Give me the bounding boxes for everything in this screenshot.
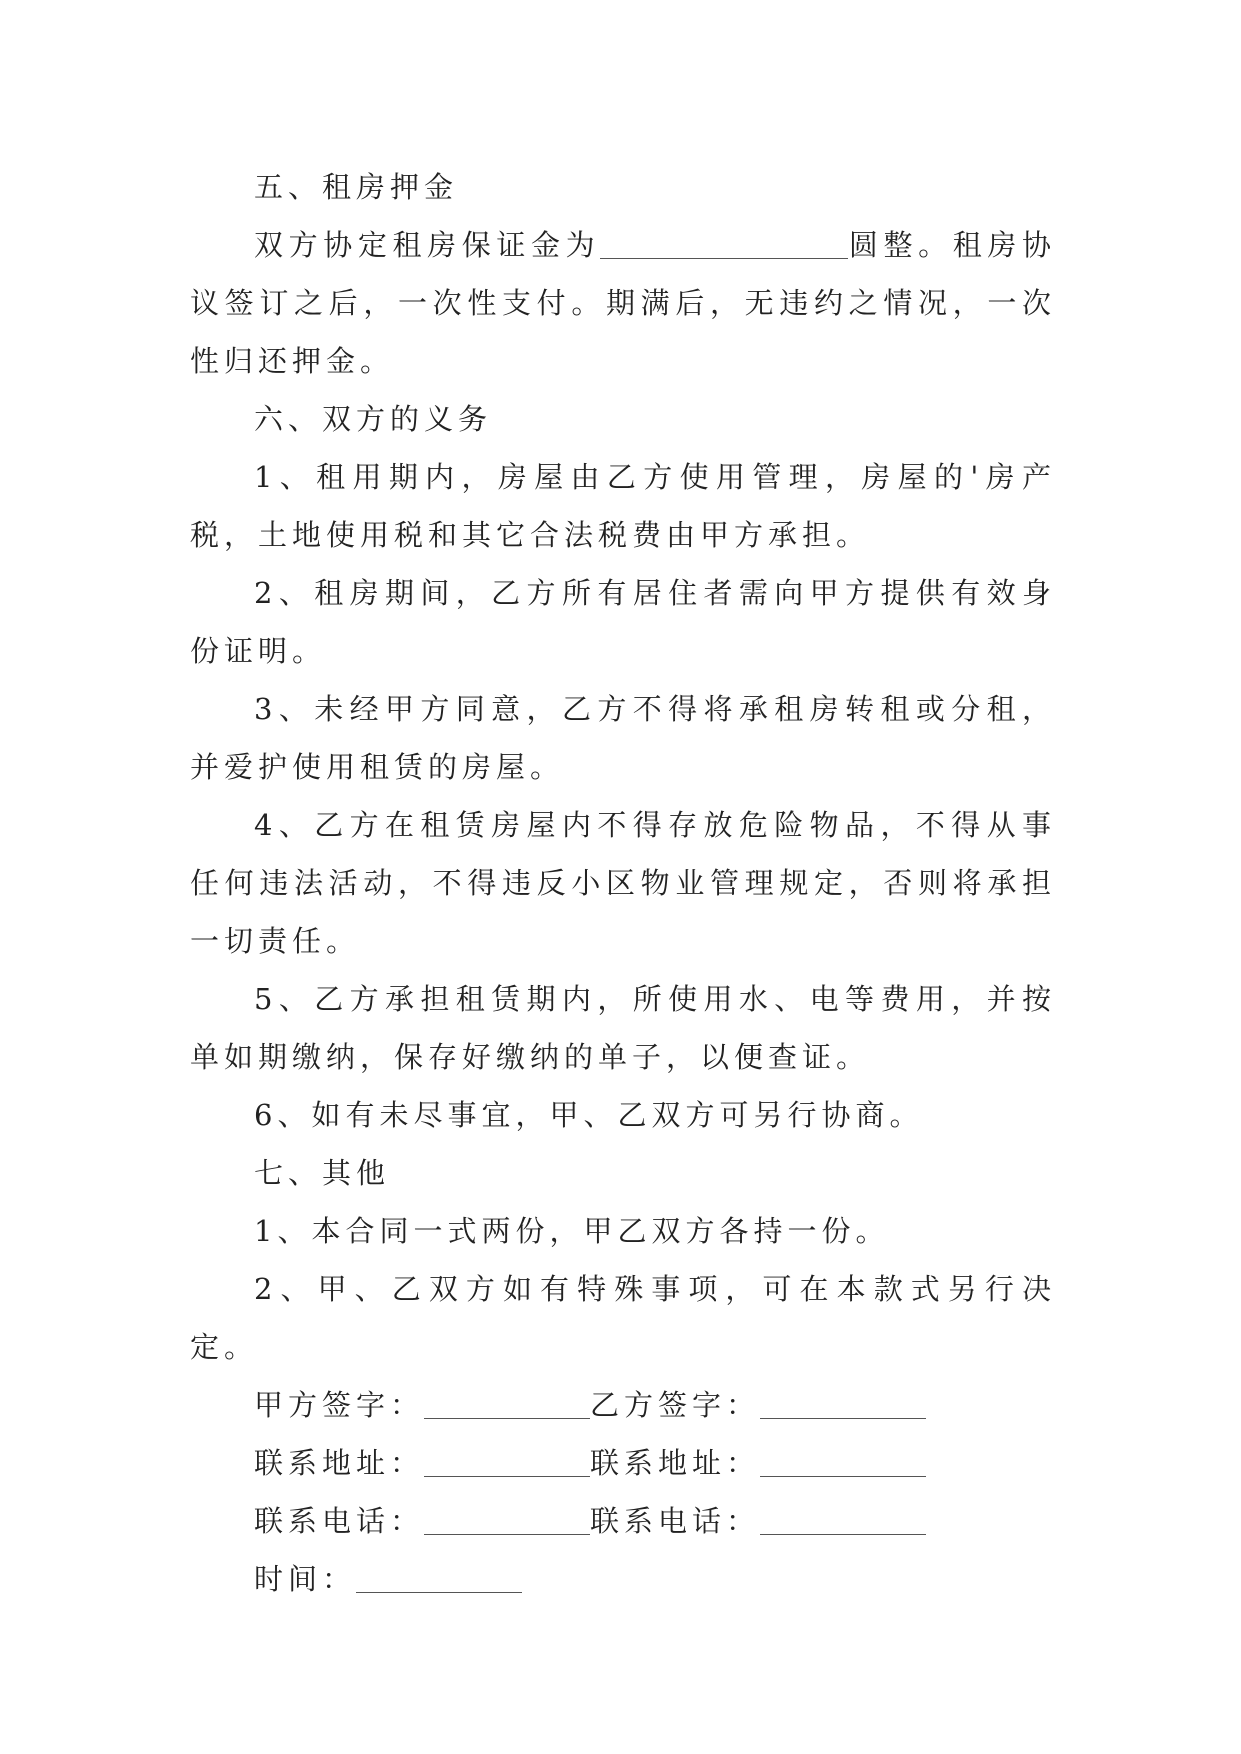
phone-row (190, 1492, 1056, 1550)
duty-item-1: 1、租用期内，房屋由乙方使用管理，房屋的'房产税，土地使用税和其它合法税费由甲方承担。 (190, 460, 1056, 552)
duty-item-2: 2、租房期间，乙方所有居住者需向甲方提供有效身份证明。 (190, 576, 1056, 668)
signature-row (190, 1376, 1056, 1434)
party-b-phone-label: 联系电话： (590, 1504, 761, 1538)
date-label: 时间： (254, 1562, 357, 1596)
other-item-2: 2、甲、乙双方如有特殊事项，可在本款式另行决定。 (190, 1272, 1056, 1364)
other-item-1: 1、本合同一式两份，甲乙双方各持一份。 (254, 1214, 890, 1248)
deposit-amount-blank (600, 228, 848, 259)
duties-heading: 六、双方的义务 (254, 402, 493, 436)
document-page (190, 158, 1056, 1608)
party-a-phone-blank (424, 1504, 590, 1535)
party-a-address-label: 联系地址： (254, 1446, 425, 1480)
party-a-address-blank (424, 1446, 590, 1477)
duty-item-3: 3、未经甲方同意，乙方不得将承租房转租或分租，并爱护使用租赁的房屋。 (190, 692, 1056, 784)
deposit-paragraph (190, 216, 1056, 390)
party-b-sign-label: 乙方签字： (590, 1388, 761, 1422)
date-blank (356, 1562, 522, 1593)
duty-item-5: 5、乙方承担租赁期内，所使用水、电等费用，并按单如期缴纳，保存好缴纳的单子，以便查证。 (190, 982, 1056, 1074)
other-heading: 七、其他 (254, 1156, 391, 1190)
party-a-sign-blank (424, 1388, 590, 1419)
deposit-text-after: 圆整。租房协议签订之后，一次性支付。期满后，无违约之情况，一次性归还押金。 (190, 228, 1056, 378)
deposit-heading: 五、租房押金 (254, 170, 459, 204)
date-row (190, 1550, 1056, 1608)
duty-item-4: 4、乙方在租赁房屋内不得存放危险物品，不得从事任何违法活动，不得违反小区物业管理规定，否则将承担一切责任。 (190, 808, 1056, 958)
party-b-address-blank (760, 1446, 926, 1477)
party-b-phone-blank (760, 1504, 926, 1535)
party-a-sign-label: 甲方签字： (254, 1388, 425, 1422)
address-row (190, 1434, 1056, 1492)
duty-item-6: 6、如有未尽事宜，甲、乙双方可另行协商。 (254, 1098, 924, 1132)
party-a-phone-label: 联系电话： (254, 1504, 425, 1538)
party-b-sign-blank (760, 1388, 926, 1419)
party-b-address-label: 联系地址： (590, 1446, 761, 1480)
deposit-text-before: 双方协定租房保证金为 (254, 228, 601, 262)
